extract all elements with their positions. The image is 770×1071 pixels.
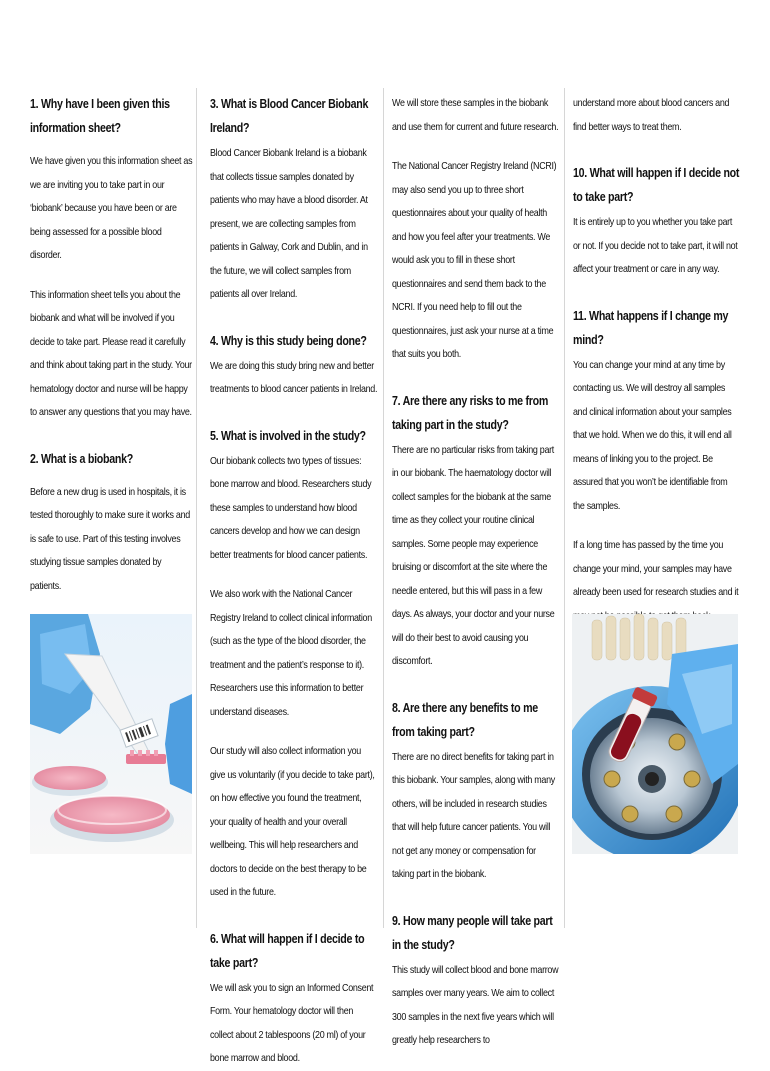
heading-why-study: 4. Why is this study being done? (210, 332, 367, 348)
paragraph: We also work with the National Cancer Registry Ireland to collect clinical information (such as the type of the blood disorder, the treatment and the patient’s response to it). Researchers use this information to better understand diseases. (210, 589, 372, 718)
paragraph: There are no direct benefits for taking part in this biobank. Your samples, along with many others, will be included in research studies that will help future cancer patients. You will not get any money or compensation for taking part in the biobank. (392, 751, 555, 880)
paragraph: You can change your mind at any time by contacting us. We will destroy all samples and clinical information about your samples that we hold. When we do this, it will end all means of linking you to the project. Be assured that you won’t be identifiable from the samples. (573, 359, 732, 512)
heading-change-mind: 11. What happens if I change my mind? (573, 307, 729, 347)
heading-decide-take-part: 6. What will happen if I decide to take part? (210, 930, 365, 970)
paragraph: Blood Cancer Biobank Ireland is a biobank that collects tissue samples donated by patients who may have a blood disorder. At present, we are collecting samples from patients in Galway, Cork and Dublin, and in the future, we will collect samples from patients all over Ireland. (210, 148, 368, 300)
paragraph: We are doing this study bring new and better treatments to blood cancer patients in Ireland. (210, 360, 378, 395)
heading-decide-not-take-part: 10. What will happen if I decide not to take part? (573, 165, 740, 204)
paragraph: It is entirely up to you whether you take part or not. If you decide not to take part, it will not affect your treatment or care in any way. (573, 217, 738, 275)
column-4 (573, 92, 741, 628)
heading-benefits: 8. Are there any benefits to me from taking part? (392, 699, 538, 739)
paragraph: Before a new drug is used in hospitals, it is tested thoroughly to make sure it works and is safe to use. Part of this testing involves studying tissue samples donated by patients. (30, 486, 190, 592)
paragraph: We will ask you to sign an Informed Consent Form. Your hematology doctor will then collect about 2 tablespoons (20 ml) of your bone marrow and blood. (210, 982, 374, 1064)
paragraph: If a long time has passed by the time you change your mind, your samples may have already been used for research studies and it (573, 540, 739, 598)
heading-why-given-sheet: 1. Why have I been given this information sheet? (30, 96, 170, 135)
paragraph: Our biobank collects two types of tissues: bone marrow and blood. Researchers study these samples to understand how blood cancers develop and how we can design better treatments for blood cancer patients. (210, 455, 372, 561)
heading-risks: 7. Are there any risks to me from taking part in the study? (392, 392, 549, 432)
paragraph: This study will collect blood and bone marrow samples over many years. We aim to collect 300 samples in the next five years which will greatly help researchers to (392, 964, 559, 1046)
paragraph: Our study will also collect information you give us voluntarily (if you decide to take part), on how effective you found the treatment, your quality of health and your overall wellbeing. This will help researchers and doctors to decide on the best therapy to be used in the future. (210, 746, 375, 898)
paragraph: We have given you this information sheet as we are inviting you to take part in our ‘biobank’ because you have been or are being assessed for a possible blood disorder. (30, 156, 193, 261)
column-divider (196, 88, 197, 928)
paragraph: understand more about blood cancers and find better ways to treat them. (573, 98, 730, 133)
column-2 (210, 92, 378, 1071)
heading-what-is-bcbi: 3. What is Blood Cancer Biobank Ireland? (210, 96, 369, 135)
paragraph: This information sheet tells you about the biobank and what will be involved if you decide to take part. Please read it carefully and think about taking part in the study. Your hematology doctor and nurse will be happy to answer any questions that you may have. (30, 289, 192, 418)
lab-centrifuge-photo (572, 614, 738, 854)
heading-how-many-people: 9. How many people will take part in the study? (392, 912, 553, 952)
lab-petri-dish-photo (30, 614, 192, 854)
column-3 (392, 92, 560, 1053)
paragraph: The National Cancer Registry Ireland (NCRI) may also send you up to three short questionnaires about your quality of health and how you feel after your treatments. We would ask you to fill in these short questionnaires and send them back to the NCRI. If you need help to fill out the questionnaires, just ask your nurse at a time that suits you both. (392, 161, 557, 360)
heading-what-is-biobank: 2. What is a biobank? (30, 450, 133, 466)
column-divider (564, 88, 565, 928)
heading-what-is-involved: 5. What is involved in the study? (210, 427, 366, 443)
paragraph: We will store these samples in the biobank and use them for current and future research. (392, 98, 559, 133)
column-divider (383, 88, 384, 928)
paragraph: There are no particular risks from taking part in our biobank. The haematology doctor will collect samples for the biobank at the same time as they collect your routine clinical samples. Some people may experience bruising or discomfort at the site where the needle entered, but this will pass in a few days. As always, your doctor and your nurse will do their best to avoid causing you discomfort. (392, 444, 555, 667)
